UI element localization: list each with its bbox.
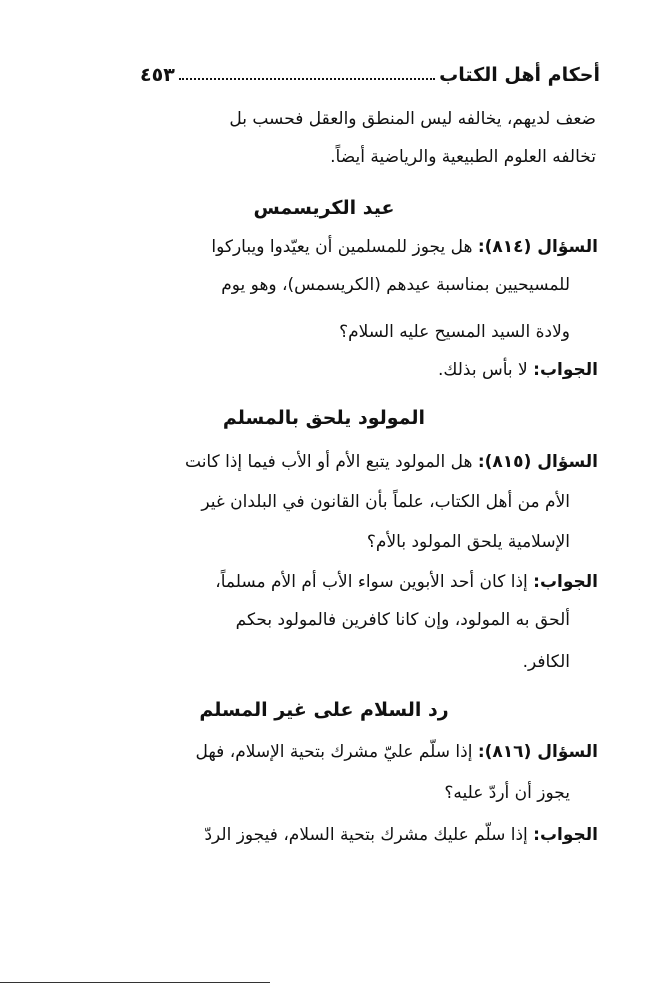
question-line: ولادة السيد المسيح عليه السلام؟ bbox=[339, 322, 570, 342]
answer-label: الجواب: bbox=[533, 360, 598, 380]
question-label: السؤال (٨١٤): bbox=[477, 237, 598, 257]
header-dot-leader bbox=[179, 77, 435, 80]
answer-text: إذا سلّم عليك مشرك بتحية السلام، فيجوز الردّ bbox=[204, 825, 528, 845]
question-line bbox=[50, 737, 598, 767]
running-header bbox=[140, 52, 600, 86]
question-line: يجوز أن أردّ عليه؟ bbox=[444, 783, 570, 803]
answer-line: ألحق به المولود، وإن كانا كافرين فالمولود بحكم bbox=[235, 610, 570, 630]
bottom-rule bbox=[0, 982, 270, 983]
section-heading: المولود يلحق بالمسلم bbox=[222, 407, 426, 429]
question-line: الأم من أهل الكتاب، علماً بأن القانون في البلدان غير bbox=[201, 492, 570, 512]
answer-line bbox=[50, 355, 598, 385]
answer-label: الجواب: bbox=[533, 825, 598, 845]
answer-text: لا بأس بذلك. bbox=[438, 360, 528, 380]
answer-label: الجواب: bbox=[533, 572, 598, 592]
body-line: تخالفه العلوم الطبيعية والرياضية أيضاً. bbox=[330, 147, 596, 167]
section-heading: عيد الكريسمس bbox=[253, 197, 395, 219]
body-line: ضعف لديهم، يخالفه ليس المنطق والعقل فحسب بل bbox=[229, 109, 596, 129]
question-line: الإسلامية يلحق المولود بالأم؟ bbox=[366, 532, 570, 552]
question-line bbox=[50, 447, 598, 477]
answer-line: الكافر. bbox=[522, 652, 570, 672]
answer-text: إذا كان أحد الأبوين سواء الأب أم الأم مسلماً، bbox=[215, 572, 528, 592]
question-line bbox=[50, 232, 598, 262]
answer-line bbox=[50, 820, 598, 850]
answer-line bbox=[50, 567, 598, 597]
question-text: إذا سلّم عليّ مشرك بتحية الإسلام، فهل bbox=[195, 742, 473, 762]
book-title: أحكام أهل الكتاب bbox=[439, 64, 600, 86]
question-line: للمسيحيين بمناسبة عيدهم (الكريسمس)، وهو يوم bbox=[221, 275, 570, 295]
question-label: السؤال (٨١٥): bbox=[477, 452, 598, 472]
section-heading: رد السلام على غير المسلم bbox=[199, 699, 449, 721]
question-text: هل المولود يتبع الأم أو الأب فيما إذا كانت bbox=[185, 452, 473, 472]
page-number: ٤٥٣ bbox=[140, 64, 175, 86]
question-label: السؤال (٨١٦): bbox=[477, 742, 598, 762]
question-text: هل يجوز للمسلمين أن يعيّدوا ويباركوا bbox=[211, 237, 473, 257]
